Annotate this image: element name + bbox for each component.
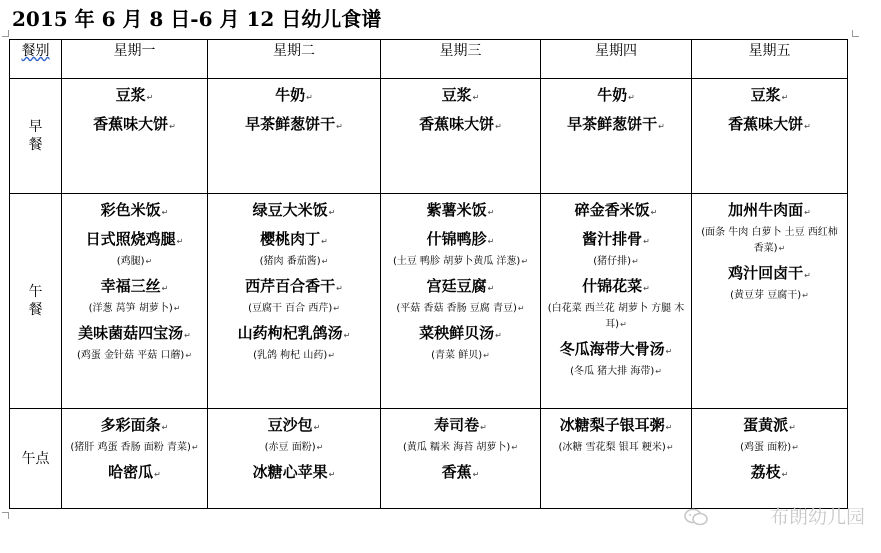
- return-arrow-icon: ↵: [173, 304, 181, 313]
- return-arrow-icon: ↵: [802, 291, 809, 300]
- return-arrow-icon: ↵: [321, 237, 328, 246]
- return-arrow-icon: ↵: [306, 93, 313, 102]
- ingredient-list: (黄瓜 糯米 海苔 胡萝卜)↵: [402, 442, 519, 453]
- dish-name: 冬瓜海带大骨汤↵: [559, 340, 673, 358]
- return-arrow-icon: ↵: [781, 93, 789, 102]
- return-arrow-icon: ↵: [333, 304, 340, 313]
- return-arrow-icon: ↵: [316, 443, 324, 452]
- return-arrow-icon: ↵: [472, 470, 480, 479]
- menu-cell: [381, 409, 541, 509]
- return-arrow-icon: ↵: [483, 351, 490, 360]
- corner-mark-left: [2, 30, 9, 37]
- ingredient-list: (土豆 鸭胗 胡萝卜黄瓜 洋葱)↵: [392, 256, 529, 267]
- return-arrow-icon: ↵: [495, 331, 502, 340]
- return-arrow-icon: ↵: [161, 423, 169, 432]
- return-arrow-icon: ↵: [665, 347, 673, 356]
- meal-label: 早: [28, 119, 43, 135]
- menu-cell: [692, 409, 848, 509]
- return-arrow-icon: ↵: [161, 208, 169, 217]
- dish-name: 冰糖梨子银耳粥↵: [559, 416, 673, 434]
- dish-name: 牛奶↵: [275, 86, 313, 104]
- ingredient-list: (冬瓜 猪大排 海带)↵: [570, 366, 662, 377]
- ingredient-list: (洋葱 莴笋 胡萝卜)↵: [88, 303, 181, 314]
- ingredient-list: (猪仔排)↵: [593, 256, 639, 267]
- dish-name: 哈密瓜↵: [108, 463, 161, 481]
- dish-name: 多彩面条↵: [100, 416, 169, 434]
- menu-cell: [692, 194, 848, 409]
- watermark-text: 布朗幼儿园: [769, 506, 865, 528]
- menu-cell: [208, 194, 381, 409]
- return-arrow-icon: ↵: [643, 284, 650, 293]
- return-arrow-icon: ↵: [804, 208, 811, 217]
- dish-name: 什锦花菜↵: [582, 277, 650, 295]
- meal-type-label: 餐别: [21, 43, 50, 59]
- return-arrow-icon: ↵: [313, 423, 321, 432]
- day-header: 星期三: [381, 40, 541, 79]
- dish-name: 彩色米饭↵: [100, 201, 169, 219]
- page-title: 2015 年 6 月 8 日-6 月 12 日幼儿食谱: [12, 7, 382, 31]
- return-arrow-icon: ↵: [665, 423, 673, 432]
- lunch-row: [10, 194, 848, 409]
- return-arrow-icon: ↵: [666, 443, 674, 452]
- ingredient-list: (赤豆 面粉)↵: [264, 442, 324, 453]
- return-arrow-icon: ↵: [789, 423, 796, 432]
- return-arrow-icon: ↵: [804, 122, 811, 131]
- return-arrow-icon: ↵: [655, 367, 662, 376]
- dish-name: 冰糖心苹果↵: [252, 463, 336, 481]
- return-arrow-icon: ↵: [495, 122, 502, 131]
- day-header: 星期一: [62, 40, 208, 79]
- return-arrow-icon: ↵: [620, 320, 627, 329]
- menu-cell: [381, 79, 541, 194]
- dish-name: 香蕉味大饼↵: [728, 115, 811, 133]
- ingredient-list: (青菜 鲜贝)↵: [431, 350, 490, 361]
- dish-name: 香蕉味大饼↵: [419, 115, 502, 133]
- return-arrow-icon: ↵: [521, 257, 529, 266]
- meal-label-cell: [10, 409, 62, 509]
- menu-cell: [208, 79, 381, 194]
- return-arrow-icon: ↵: [804, 271, 811, 280]
- ingredient-list: (黄豆芽 豆腐干)↵: [730, 290, 809, 301]
- return-arrow-icon: ↵: [650, 208, 658, 217]
- meal-label: 餐: [28, 137, 43, 153]
- meal-label: 午点: [21, 450, 50, 467]
- return-arrow-icon: ↵: [658, 122, 665, 131]
- return-arrow-icon: ↵: [511, 443, 519, 452]
- menu-cell: [62, 79, 208, 194]
- return-arrow-icon: ↵: [778, 244, 786, 253]
- ingredient-list: (鸡蛋 面粉)↵: [740, 442, 799, 453]
- dish-name: 豆浆↵: [115, 86, 154, 104]
- dish-name: 碎金香米饭↵: [574, 201, 658, 219]
- return-arrow-icon: ↵: [321, 257, 329, 266]
- dish-name: 寿司卷↵: [434, 416, 487, 434]
- dish-name: 香蕉味大饼↵: [93, 115, 176, 133]
- menu-cell: [208, 409, 381, 509]
- header-row: [10, 40, 848, 79]
- ingredient-list: (鸡腿)↵: [116, 256, 153, 267]
- ingredient-list: (猪肉 番茄酱)↵: [259, 256, 329, 267]
- menu-cell: [541, 194, 692, 409]
- corner-header: [10, 40, 62, 79]
- return-arrow-icon: ↵: [146, 93, 154, 102]
- return-arrow-icon: ↵: [792, 443, 799, 452]
- wechat-icon: [683, 507, 709, 527]
- return-arrow-icon: ↵: [154, 470, 161, 479]
- return-arrow-icon: ↵: [145, 257, 153, 266]
- meal-label: 餐: [28, 302, 43, 318]
- return-arrow-icon: ↵: [191, 443, 199, 452]
- dish-name: 加州牛肉面↵: [728, 201, 811, 219]
- return-arrow-icon: ↵: [185, 351, 193, 360]
- return-arrow-icon: ↵: [632, 257, 639, 266]
- menu-cell: [62, 409, 208, 509]
- dish-name: 豆浆↵: [441, 86, 480, 104]
- return-arrow-icon: ↵: [472, 93, 480, 102]
- corner-mark-bottom-left: [2, 512, 9, 519]
- dish-name: 日式照烧鸡腿↵: [85, 230, 184, 248]
- day-header: 星期四: [541, 40, 692, 79]
- return-arrow-icon: ↵: [328, 470, 336, 479]
- return-arrow-icon: ↵: [643, 237, 650, 246]
- return-arrow-icon: ↵: [176, 237, 184, 246]
- dish-name: 荔枝↵: [750, 463, 789, 481]
- dish-name: 幸福三丝↵: [100, 277, 169, 295]
- dish-name: 蛋黄派↵: [743, 416, 796, 434]
- ingredient-list: (面条 牛肉 白萝卜 土豆 西红柿 香菜)↵: [701, 227, 838, 254]
- dish-name: 樱桃肉丁↵: [260, 230, 328, 248]
- return-arrow-icon: ↵: [487, 208, 495, 217]
- return-arrow-icon: ↵: [328, 351, 335, 360]
- return-arrow-icon: ↵: [336, 284, 343, 293]
- ingredient-list: (白花菜 西兰花 胡萝卜 方腿 木耳)↵: [547, 303, 685, 330]
- return-arrow-icon: ↵: [336, 122, 343, 131]
- dish-name: 鸡汁回卤干↵: [728, 264, 811, 282]
- return-arrow-icon: ↵: [328, 208, 336, 217]
- return-arrow-icon: ↵: [161, 284, 169, 293]
- meal-label-cell: [10, 79, 62, 194]
- return-arrow-icon: ↵: [487, 284, 495, 293]
- return-arrow-icon: ↵: [480, 423, 487, 432]
- ingredient-list: (鸡蛋 金针菇 平菇 口蘑)↵: [76, 350, 193, 361]
- menu-cell: [541, 79, 692, 194]
- breakfast-row: [10, 79, 848, 194]
- return-arrow-icon: ↵: [343, 331, 351, 340]
- meal-label-cell: [10, 194, 62, 409]
- dish-name: 山药枸杞乳鸽汤↵: [237, 324, 351, 342]
- dish-name: 西芹百合香干↵: [245, 277, 343, 295]
- dish-name: 早茶鲜葱饼干↵: [245, 115, 343, 133]
- day-header: 星期二: [208, 40, 381, 79]
- dish-name: 豆浆↵: [750, 86, 789, 104]
- return-arrow-icon: ↵: [184, 331, 191, 340]
- snack-row: [10, 409, 848, 509]
- return-arrow-icon: ↵: [781, 470, 789, 479]
- menu-cell: [692, 79, 848, 194]
- dish-name: 酱汁排骨↵: [582, 230, 650, 248]
- dish-name: 绿豆大米饭↵: [252, 201, 336, 219]
- corner-mark-right: [852, 30, 859, 37]
- dish-name: 宫廷豆腐↵: [426, 277, 495, 295]
- dish-name: 牛奶↵: [597, 86, 635, 104]
- ingredient-list: (冰糖 雪花梨 银耳 粳米)↵: [558, 442, 674, 453]
- return-arrow-icon: ↵: [517, 304, 525, 313]
- dish-name: 美味菌菇四宝汤↵: [78, 324, 191, 342]
- dish-name: 菜秧鲜贝汤↵: [419, 324, 502, 342]
- return-arrow-icon: ↵: [628, 93, 635, 102]
- day-header: 星期五: [692, 40, 848, 79]
- dish-name: 紫薯米饭↵: [426, 201, 495, 219]
- dish-name: 香蕉↵: [441, 463, 480, 481]
- return-arrow-icon: ↵: [487, 237, 495, 246]
- menu-table: [9, 39, 848, 509]
- dish-name: 什锦鸭胗↵: [426, 230, 495, 248]
- menu-cell: [381, 194, 541, 409]
- ingredient-list: (猪肝 鸡蛋 香肠 面粉 青菜)↵: [70, 442, 199, 453]
- ingredient-list: (豆腐干 百合 西芹)↵: [248, 303, 340, 314]
- ingredient-list: (平菇 香菇 香肠 豆腐 青豆)↵: [396, 303, 525, 314]
- meal-label: 午: [28, 284, 43, 300]
- dish-name: 早茶鲜葱饼干↵: [567, 115, 665, 133]
- return-arrow-icon: ↵: [169, 122, 176, 131]
- dish-name: 豆沙包↵: [267, 416, 321, 434]
- ingredient-list: (乳鸽 枸杞 山药)↵: [253, 350, 335, 361]
- menu-cell: [541, 409, 692, 509]
- menu-cell: [62, 194, 208, 409]
